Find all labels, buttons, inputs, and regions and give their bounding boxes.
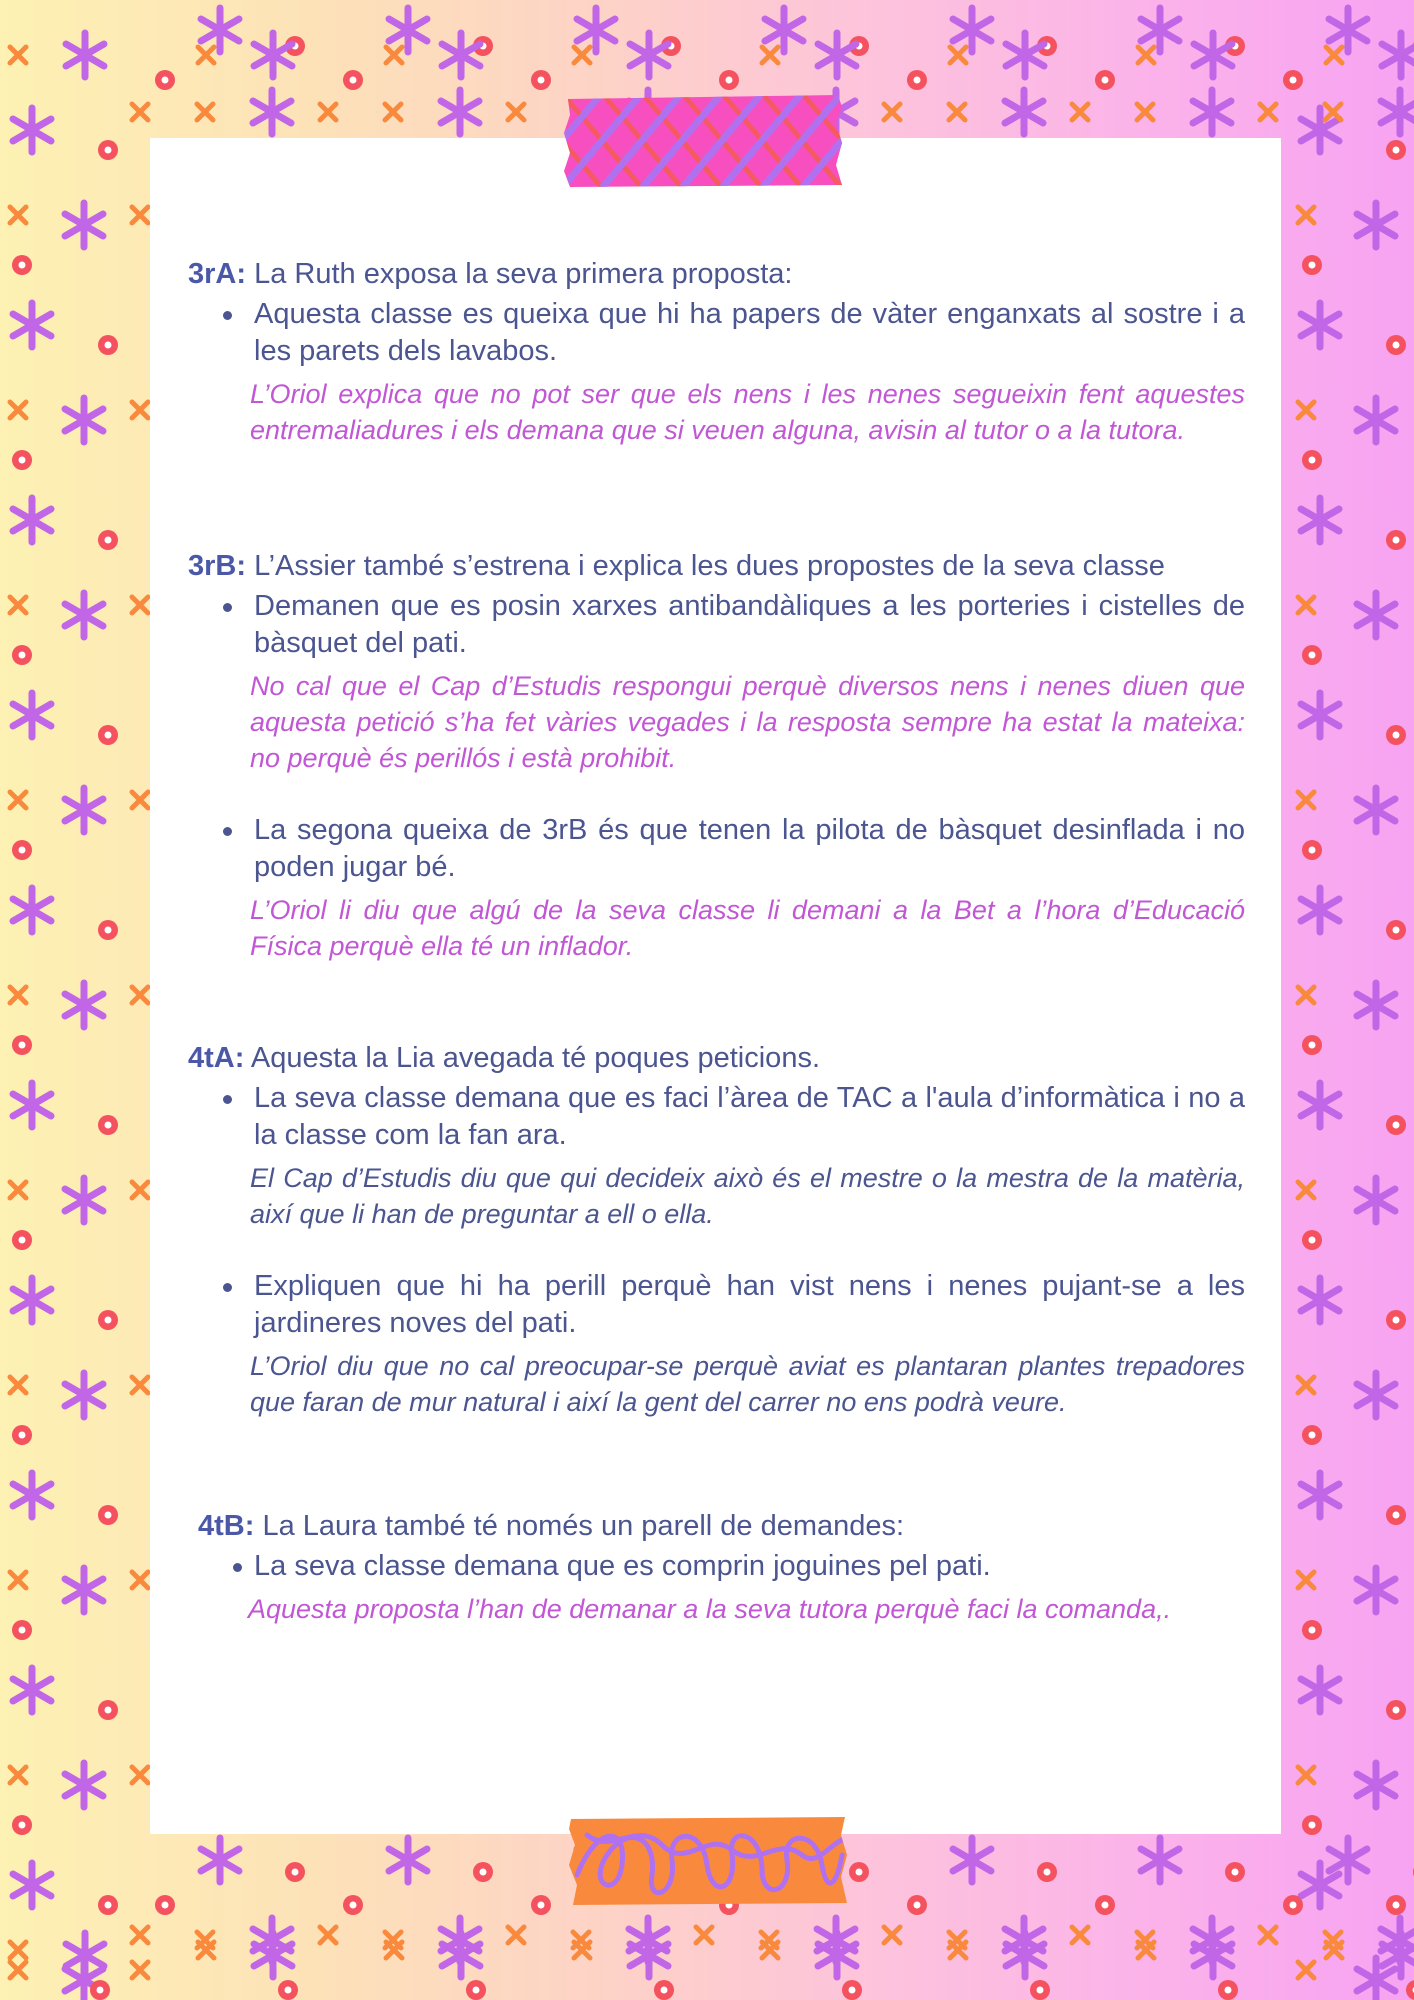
orange-cross-icon: [385, 104, 401, 120]
red-dot-icon: [12, 450, 32, 470]
purple-star-icon: [65, 1568, 103, 1612]
purple-star-icon: [1006, 1933, 1044, 1977]
purple-star-icon: [65, 1178, 103, 1222]
section-heading: [198, 1506, 1245, 1546]
purple-star-icon: [1301, 1668, 1339, 1712]
section-intro: La Laura també té només un parell de demandes:: [262, 1510, 905, 1542]
red-dot-icon: [1037, 1862, 1057, 1882]
red-dot-icon: [98, 725, 118, 745]
red-dot-icon: [12, 1815, 32, 1835]
orange-cross-icon: [508, 1927, 524, 1943]
orange-cross-icon: [132, 1377, 148, 1393]
list-item: La segona queixa de 3rB és que tenen la pilota de bàsquet desinflada i no poden jugar bé.: [188, 812, 1245, 886]
red-dot-icon: [1218, 1980, 1238, 2000]
red-dot-icon: [278, 1980, 298, 2000]
purple-star-icon: [953, 1838, 991, 1882]
red-dot-icon: [531, 1895, 551, 1915]
red-dot-icon: [1302, 255, 1322, 275]
section-4tb: [198, 1506, 1245, 1627]
class-code: 4tB:: [198, 1510, 255, 1542]
orange-cross-icon: [1072, 104, 1088, 120]
red-dot-icon: [1386, 1700, 1406, 1720]
orange-cross-icon: [320, 1927, 336, 1943]
orange-cross-icon: [1298, 1767, 1314, 1783]
purple-star-icon: [65, 1763, 103, 1807]
section-3ra: [188, 254, 1245, 448]
red-dot-icon: [1302, 1815, 1322, 1835]
orange-cross-icon: [10, 1942, 26, 1958]
list-item: La seva classe demana que es comprin joguines pel pati.: [198, 1548, 1245, 1585]
red-dot-icon: [1283, 1895, 1303, 1915]
red-dot-icon: [1386, 140, 1406, 160]
orange-cross-icon: [386, 47, 402, 63]
orange-cross-icon: [132, 1182, 148, 1198]
orange-cross-icon: [696, 1927, 712, 1943]
red-dot-icon: [98, 530, 118, 550]
purple-star-icon: [13, 108, 51, 152]
red-dot-icon: [1225, 1862, 1245, 1882]
purple-star-icon: [1357, 1178, 1395, 1222]
red-dot-icon: [1302, 645, 1322, 665]
red-dot-icon: [1386, 1895, 1406, 1915]
red-dot-icon: [12, 645, 32, 665]
content-card: [150, 138, 1281, 1834]
list-item: Expliquen que hi ha perill perquè han vist nens i nenes pujant-se a les jardineres noves del pati.: [188, 1268, 1245, 1342]
orange-cross-icon: [1325, 104, 1341, 120]
orange-cross-icon: [198, 47, 214, 63]
purple-star-icon: [1357, 788, 1395, 832]
orange-cross-icon: [884, 104, 900, 120]
red-dot-icon: [12, 1620, 32, 1640]
orange-cross-icon: [10, 1182, 26, 1198]
purple-star-icon: [1194, 33, 1232, 77]
reply-note: No cal que el Cap d’Estudis respongui perquè diversos nens i nenes diuen que aquesta petició s’ha fet vàries vegades i la resposta sempre ha estat la mateixa: no perquè és perillós i està prohibit.: [250, 671, 1245, 773]
purple-star-icon: [201, 1838, 239, 1882]
red-dot-icon: [98, 1700, 118, 1720]
class-code: 3rB:: [188, 550, 247, 582]
orange-cross-icon: [1138, 47, 1154, 63]
orange-cross-icon: [10, 402, 26, 418]
orange-cross-icon: [10, 1377, 26, 1393]
reply-note: El Cap d’Estudis diu que qui decideix això és el mestre o la mestra de la matèria, així que li han de preguntar a ell o ella.: [250, 1163, 1245, 1229]
section-3rb: [188, 546, 1245, 964]
section-4ta: [188, 1038, 1245, 1420]
orange-cross-icon: [132, 207, 148, 223]
reply-note: Aquesta proposta l’han de demanar a la seva tutora perquè faci la comanda,.: [248, 1594, 1172, 1624]
red-dot-icon: [907, 70, 927, 90]
orange-cross-icon: [132, 597, 148, 613]
orange-cross-icon: [132, 1962, 148, 1978]
red-dot-icon: [1302, 1425, 1322, 1445]
purple-star-icon: [389, 8, 427, 52]
section-intro: Aquesta la Lia avegada té poques peticions.: [250, 1042, 820, 1074]
purple-star-icon: [1357, 1373, 1395, 1417]
orange-cross-icon: [132, 792, 148, 808]
purple-star-icon: [765, 8, 803, 52]
purple-star-icon: [13, 1668, 51, 1712]
red-dot-icon: [907, 1895, 927, 1915]
red-dot-icon: [466, 1980, 486, 2000]
orange-cross-icon: [574, 47, 590, 63]
orange-cross-icon: [1298, 207, 1314, 223]
red-dot-icon: [1386, 1115, 1406, 1135]
purple-star-icon: [1193, 90, 1231, 134]
purple-star-icon: [1381, 90, 1414, 134]
orange-cross-icon: [10, 987, 26, 1003]
purple-star-icon: [1382, 33, 1414, 77]
purple-star-icon: [254, 1933, 292, 1977]
purple-star-icon: [1357, 593, 1395, 637]
red-dot-icon: [12, 255, 32, 275]
purple-star-icon: [65, 1373, 103, 1417]
purple-star-icon: [1301, 1278, 1339, 1322]
orange-cross-icon: [10, 1572, 26, 1588]
red-dot-icon: [1386, 335, 1406, 355]
purple-star-icon: [1357, 1568, 1395, 1612]
orange-cross-icon: [10, 1767, 26, 1783]
orange-cross-icon: [1298, 1182, 1314, 1198]
purple-star-icon: [253, 90, 291, 134]
purple-star-icon: [13, 888, 51, 932]
reply-note: L’Oriol li diu que algú de la seva classe li demani a la Bet a l’hora d’Educació Física perquè ella té un inflador.: [250, 895, 1245, 961]
purple-star-icon: [1005, 90, 1043, 134]
red-dot-icon: [1095, 70, 1115, 90]
purple-star-icon: [1301, 888, 1339, 932]
red-dot-icon: [343, 1895, 363, 1915]
red-dot-icon: [12, 840, 32, 860]
purple-star-icon: [1357, 203, 1395, 247]
orange-cross-icon: [1298, 402, 1314, 418]
orange-cross-icon: [132, 1572, 148, 1588]
orange-cross-icon: [10, 1962, 26, 1978]
orange-cross-icon: [132, 1767, 148, 1783]
orange-cross-icon: [1326, 47, 1342, 63]
purple-star-icon: [630, 33, 668, 77]
reply-note: L’Oriol explica que no pot ser que els nens i les nenes segueixin fent aquestes entremaliadures i els demana que si veuen alguna, avisin al tutor o a la tutora.: [250, 379, 1245, 445]
orange-cross-icon: [949, 104, 965, 120]
orange-cross-icon: [1260, 1927, 1276, 1943]
red-dot-icon: [98, 1115, 118, 1135]
purple-star-icon: [442, 33, 480, 77]
red-dot-icon: [1302, 840, 1322, 860]
purple-star-icon: [201, 8, 239, 52]
orange-cross-icon: [10, 597, 26, 613]
orange-cross-icon: [884, 1927, 900, 1943]
orange-cross-icon: [950, 47, 966, 63]
purple-star-icon: [65, 983, 103, 1027]
section-intro: La Ruth exposa la seva primera proposta:: [254, 258, 793, 290]
red-dot-icon: [1302, 1035, 1322, 1055]
purple-star-icon: [1357, 1763, 1395, 1807]
section-intro: L’Assier també s’estrena i explica les dues propostes de la seva classe: [254, 550, 1165, 582]
purple-star-icon: [65, 593, 103, 637]
orange-cross-icon: [320, 104, 336, 120]
purple-star-icon: [1006, 33, 1044, 77]
orange-cross-icon: [762, 47, 778, 63]
purple-star-icon: [441, 90, 479, 134]
list-item: Aquesta classe es queixa que hi ha papers de vàter enganxats al sostre i a les parets dels lavabos.: [188, 296, 1245, 370]
purple-star-icon: [65, 203, 103, 247]
purple-star-icon: [13, 498, 51, 542]
purple-star-icon: [1301, 498, 1339, 542]
orange-cross-icon: [132, 987, 148, 1003]
orange-cross-icon: [1298, 987, 1314, 1003]
section-heading: [188, 1038, 1245, 1078]
purple-star-icon: [1301, 1473, 1339, 1517]
orange-cross-icon: [1298, 1377, 1314, 1393]
purple-star-icon: [13, 1863, 51, 1907]
orange-cross-icon: [132, 1927, 148, 1943]
purple-star-icon: [1357, 398, 1395, 442]
class-code: 4tA:: [188, 1042, 245, 1074]
section-heading: [188, 254, 1245, 294]
purple-star-icon: [818, 33, 856, 77]
red-dot-icon: [1030, 1980, 1050, 2000]
red-dot-icon: [98, 1505, 118, 1525]
purple-star-icon: [1141, 1838, 1179, 1882]
orange-cross-icon: [1298, 597, 1314, 613]
purple-star-icon: [65, 398, 103, 442]
orange-cross-icon: [132, 104, 148, 120]
red-dot-icon: [98, 140, 118, 160]
red-dot-icon: [849, 1862, 869, 1882]
orange-cross-icon: [1260, 104, 1276, 120]
purple-star-icon: [818, 1933, 856, 1977]
orange-cross-icon: [10, 207, 26, 223]
red-dot-icon: [98, 335, 118, 355]
orange-cross-icon: [1298, 792, 1314, 808]
red-dot-icon: [654, 1980, 674, 2000]
orange-cross-icon: [197, 104, 213, 120]
washi-tape-top: [562, 93, 844, 188]
red-dot-icon: [1386, 920, 1406, 940]
purple-star-icon: [577, 8, 615, 52]
purple-star-icon: [13, 1473, 51, 1517]
orange-cross-icon: [508, 104, 524, 120]
red-dot-icon: [719, 70, 739, 90]
orange-cross-icon: [132, 402, 148, 418]
purple-star-icon: [630, 1933, 668, 1977]
red-dot-icon: [531, 70, 551, 90]
red-dot-icon: [12, 1425, 32, 1445]
purple-star-icon: [13, 1083, 51, 1127]
list-item: La seva classe demana que es faci l’àrea de TAC a l'aula d’informàtica i no a la classe com la fan ara.: [188, 1080, 1245, 1154]
orange-cross-icon: [10, 792, 26, 808]
orange-cross-icon: [10, 47, 26, 63]
purple-star-icon: [1301, 693, 1339, 737]
red-dot-icon: [1406, 1980, 1414, 2000]
orange-cross-icon: [1298, 1572, 1314, 1588]
purple-star-icon: [65, 788, 103, 832]
purple-star-icon: [442, 1933, 480, 1977]
red-dot-icon: [1386, 1310, 1406, 1330]
reply-note: L’Oriol diu que no cal preocupar-se perquè aviat es plantaran plantes trepadores que faran de mur natural i així la gent del carrer no ens podrà veure.: [250, 1351, 1245, 1417]
red-dot-icon: [473, 1862, 493, 1882]
purple-star-icon: [389, 1838, 427, 1882]
list-item: Demanen que es posin xarxes antibandàliques a les porteries i cistelles de bàsquet del pati.: [188, 588, 1245, 662]
orange-cross-icon: [1137, 104, 1153, 120]
red-dot-icon: [1095, 1895, 1115, 1915]
red-dot-icon: [343, 70, 363, 90]
purple-star-icon: [13, 1278, 51, 1322]
red-dot-icon: [12, 1035, 32, 1055]
washi-tape-bottom: [567, 1815, 849, 1907]
red-dot-icon: [1386, 725, 1406, 745]
orange-cross-icon: [1072, 1927, 1088, 1943]
red-dot-icon: [98, 1310, 118, 1330]
purple-star-icon: [13, 693, 51, 737]
red-dot-icon: [98, 920, 118, 940]
red-dot-icon: [1302, 450, 1322, 470]
purple-star-icon: [254, 33, 292, 77]
purple-star-icon: [1141, 8, 1179, 52]
purple-star-icon: [1357, 983, 1395, 1027]
red-dot-icon: [90, 1980, 110, 2000]
purple-star-icon: [66, 33, 104, 77]
red-dot-icon: [155, 1895, 175, 1915]
red-dot-icon: [1386, 530, 1406, 550]
red-dot-icon: [1386, 1505, 1406, 1525]
red-dot-icon: [155, 70, 175, 90]
red-dot-icon: [1302, 1230, 1322, 1250]
orange-cross-icon: [1298, 1962, 1314, 1978]
red-dot-icon: [842, 1980, 862, 2000]
purple-star-icon: [1329, 8, 1367, 52]
section-heading: [188, 546, 1245, 586]
purple-star-icon: [1301, 303, 1339, 347]
red-dot-icon: [1283, 70, 1303, 90]
red-dot-icon: [1302, 1620, 1322, 1640]
purple-star-icon: [953, 8, 991, 52]
class-code: 3rA:: [188, 258, 247, 290]
red-dot-icon: [98, 1895, 118, 1915]
red-dot-icon: [12, 1230, 32, 1250]
purple-star-icon: [1301, 1083, 1339, 1127]
red-dot-icon: [285, 1862, 305, 1882]
purple-star-icon: [1194, 1933, 1232, 1977]
purple-star-icon: [13, 303, 51, 347]
